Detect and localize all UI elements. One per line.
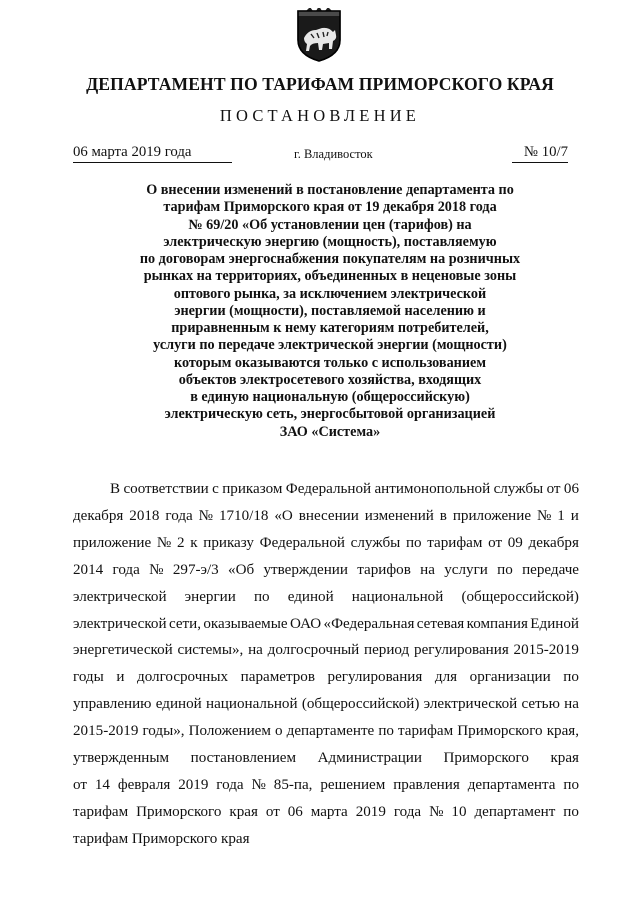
- body-word: тарифам: [398, 723, 454, 740]
- body-word: компания: [466, 615, 528, 632]
- body-word: года: [393, 803, 422, 820]
- body-word: В: [110, 481, 121, 497]
- heading-line: О внесении изменений в постановление департамента по: [146, 182, 514, 198]
- document-number: № 10/7: [512, 144, 568, 163]
- body-word: в: [439, 507, 447, 524]
- body-word: оказываемые: [203, 615, 288, 632]
- body-word: годы»,: [142, 723, 185, 740]
- heading-line: объектов электросетевого хозяйства, входящих: [178, 371, 482, 388]
- body-word: о: [275, 723, 283, 740]
- body-word: 1: [557, 507, 565, 524]
- body-word: от: [546, 481, 561, 497]
- body-word: утвержденным: [73, 750, 170, 767]
- body-word: по: [378, 723, 394, 740]
- body-word: «Об: [228, 561, 255, 578]
- body-word: Единой: [530, 615, 579, 632]
- body-word: антимонопольной: [374, 481, 491, 497]
- body-word: регулирования: [414, 642, 509, 659]
- body-word: 09: [507, 534, 523, 551]
- heading-line: электрическую сеть, энергосбытовой организацией: [164, 406, 496, 423]
- body-word: национальной: [351, 588, 444, 605]
- body-word: единой: [287, 588, 334, 605]
- body-word: утверждении: [263, 561, 348, 578]
- body-word: (общероссийской): [301, 696, 420, 713]
- body-word: и: [116, 669, 125, 686]
- body-word: по: [405, 534, 422, 551]
- body-word: (общероссийской): [461, 588, 579, 605]
- body-word: решением: [320, 776, 386, 793]
- document-city: г. Владивосток: [294, 147, 373, 161]
- body-line: [73, 530, 579, 557]
- body-word: Федеральной: [285, 481, 372, 497]
- body-word: 2019: [178, 776, 209, 793]
- body-word: Администрации: [317, 750, 422, 767]
- body-word: для: [434, 669, 458, 686]
- body-word: энергетической: [73, 642, 173, 659]
- body-word: годы: [73, 669, 104, 686]
- body-word: края,: [546, 723, 579, 740]
- body-word: 2: [176, 534, 185, 551]
- body-word: №: [536, 507, 552, 524]
- heading-line: № 69/20 «Об установлении цен (тарифов) на: [188, 216, 472, 233]
- body-word: по: [497, 561, 513, 578]
- body-word: по: [563, 776, 579, 793]
- resolution-heading: [100, 182, 560, 441]
- heading-line: энергии (мощности), поставляемой населению и: [174, 302, 486, 319]
- body-line: [73, 799, 579, 826]
- body-word: департамента: [467, 776, 556, 793]
- body-line: [73, 718, 579, 745]
- body-word: долгосрочных: [137, 669, 229, 686]
- department-title: ДЕПАРТАМЕНТ ПО ТАРИФАМ ПРИМОРСКОГО КРАЯ: [86, 74, 554, 94]
- body-paragraph: [73, 476, 579, 853]
- heading-line: оптового рынка, за исключением электрической: [173, 285, 487, 302]
- body-word: от: [488, 534, 503, 551]
- body-word: 2015-2019: [513, 642, 579, 659]
- body-word: правления: [393, 776, 460, 793]
- body-word: службы: [350, 534, 401, 551]
- body-word: тарифам: [427, 534, 483, 551]
- body-word: 297-э/3: [172, 561, 219, 578]
- body-word: по: [563, 803, 579, 820]
- heading-line: электрическую энергию (мощность), поставляемую: [163, 233, 497, 250]
- body-word: 10: [451, 803, 467, 820]
- document-type: ПОСТАНОВЛЕНИЕ: [219, 106, 421, 125]
- body-line: [73, 691, 579, 718]
- body-word: электрической: [423, 696, 518, 713]
- body-word: 2018: [129, 507, 160, 524]
- body-word: февраля: [117, 776, 171, 793]
- heading-line: по договорам энергоснабжения покупателям на розничных: [139, 251, 521, 267]
- body-word: 1710/18: [218, 507, 269, 524]
- body-word: Приморского: [136, 803, 222, 820]
- body-word: №: [198, 507, 214, 524]
- body-word: на: [420, 561, 435, 578]
- body-word: к: [190, 534, 198, 551]
- body-line: [73, 637, 579, 664]
- heading-line: услуги по передаче электрической энергии (мощности): [153, 337, 507, 354]
- body-word: сетевая: [416, 615, 465, 632]
- body-word: энергии: [184, 588, 236, 605]
- body-word: управлению: [73, 696, 152, 713]
- body-word: департамент: [474, 803, 556, 820]
- body-word: №: [429, 803, 444, 820]
- body-word: услуги: [444, 561, 488, 578]
- body-word: 06: [287, 803, 303, 820]
- body-word: регулирования: [327, 669, 423, 686]
- document-date: 06 марта 2019 года: [73, 144, 232, 163]
- body-word: Приморского: [443, 750, 529, 767]
- body-word: внесении: [298, 507, 359, 524]
- coat-of-arms-icon: [296, 8, 342, 62]
- body-word: национальной: [206, 696, 298, 713]
- body-word: Положением: [188, 723, 271, 740]
- body-line: [73, 664, 579, 691]
- heading-line: в единую национальную (общероссийскую): [190, 389, 470, 405]
- body-word: изменений: [364, 507, 434, 524]
- body-word: параметров: [240, 669, 315, 686]
- body-word: №: [156, 534, 172, 551]
- body-word: края: [229, 803, 258, 820]
- body-line: [73, 476, 579, 503]
- body-word: 2015-2019: [73, 723, 139, 740]
- body-word: соответствии: [123, 481, 209, 497]
- body-word: 14: [94, 776, 110, 793]
- body-word: года: [165, 507, 193, 524]
- body-word: 2014: [73, 561, 104, 578]
- body-word: года: [216, 776, 244, 793]
- body-word: постановлением: [190, 750, 297, 767]
- body-word: по: [563, 669, 579, 686]
- body-word: 2019: [355, 803, 386, 820]
- body-word: службы: [493, 481, 544, 497]
- body-line: [73, 584, 579, 611]
- body-line: [73, 745, 579, 772]
- body-word: приказом: [222, 481, 283, 497]
- heading-line: рынках на территориях, объединенных в неценовые зоны: [143, 268, 517, 285]
- body-word: Приморского: [457, 723, 543, 740]
- body-word: на: [248, 642, 263, 659]
- body-word: департаменте: [286, 723, 375, 740]
- body-word: тарифам: [73, 803, 129, 820]
- heading-line: которым оказываются только с использованием: [173, 354, 486, 371]
- body-word: организации: [469, 669, 551, 686]
- body-word: «О: [274, 507, 293, 524]
- body-word: электрической: [73, 588, 167, 605]
- body-word: с: [212, 481, 219, 497]
- body-word: приложение: [73, 534, 152, 551]
- body-word: долгосрочный: [267, 642, 360, 659]
- heading-line: тарифам Приморского края от 19 декабря 2018 года: [163, 199, 497, 216]
- body-word: №: [251, 776, 266, 793]
- heading-line: приравненным к нему категориям потребителей,: [171, 320, 489, 336]
- body-word: тарифов: [357, 561, 411, 578]
- body-line: тарифам Приморского края: [73, 830, 250, 847]
- body-word: передаче: [522, 561, 579, 578]
- body-word: единой: [155, 696, 202, 713]
- body-word: года: [112, 561, 140, 578]
- body-word: №: [149, 561, 164, 578]
- body-word: от: [73, 776, 87, 793]
- body-word: 06: [563, 481, 579, 497]
- body-word: период: [364, 642, 410, 659]
- body-word: «Федеральная: [323, 615, 415, 632]
- body-word: марта: [310, 803, 348, 820]
- body-word: сетью: [521, 696, 560, 713]
- body-word: по: [253, 588, 270, 605]
- heading-line: ЗАО «Система»: [279, 423, 381, 440]
- body-word: декабря: [73, 507, 124, 524]
- body-word: приказу: [203, 534, 254, 551]
- body-word: 85-па,: [273, 776, 313, 793]
- body-line: [73, 772, 579, 799]
- body-word: на: [564, 696, 579, 713]
- body-word: электрической: [73, 615, 167, 632]
- body-word: декабря: [528, 534, 579, 551]
- body-word: и: [570, 507, 579, 524]
- body-word: сети,: [168, 615, 201, 632]
- body-line: [73, 611, 579, 638]
- body-word: края: [550, 750, 579, 767]
- body-word: от: [265, 803, 280, 820]
- body-word: системы»,: [177, 642, 244, 659]
- body-word: приложение: [452, 507, 532, 524]
- body-word: Федеральной: [259, 534, 345, 551]
- body-line: [73, 557, 579, 584]
- body-word: ОАО: [289, 615, 322, 632]
- body-line: [73, 503, 579, 530]
